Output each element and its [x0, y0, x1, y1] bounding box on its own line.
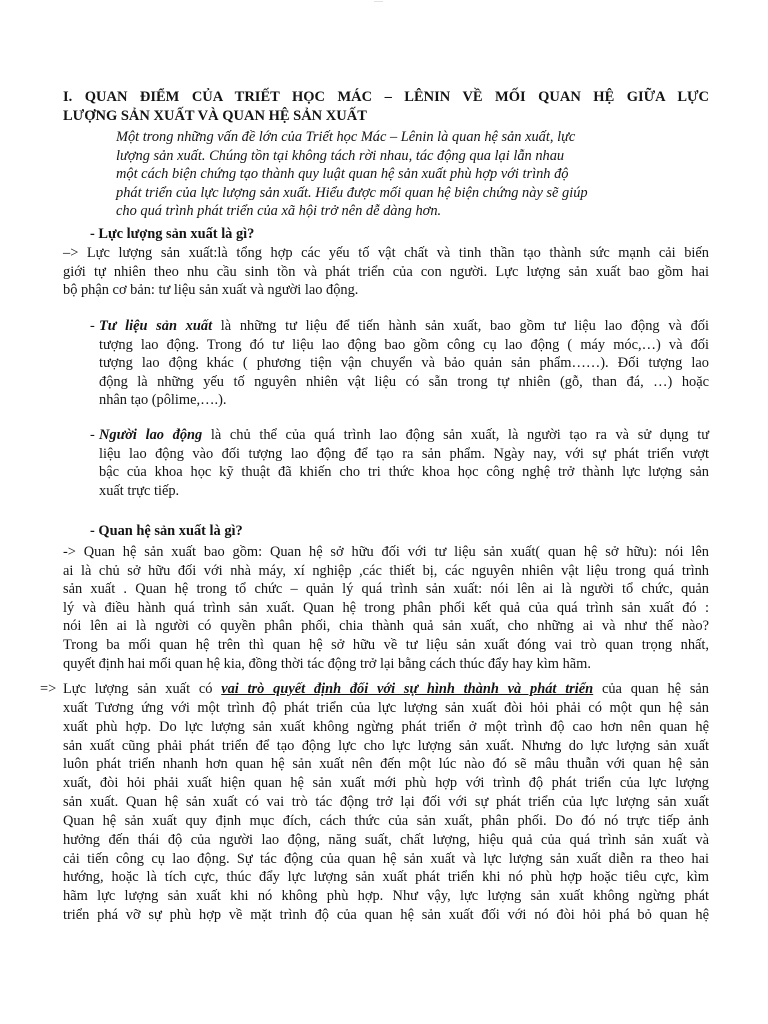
text-span: Lực lượng sản xuất có — [63, 681, 222, 697]
bullet-marker: - — [90, 427, 95, 443]
text-line: xuất Tương ứng với một trình độ phát triển của lực lượng sản xuất đòi hỏi phải có một qun hệ sản — [63, 699, 709, 716]
text-line — [63, 680, 709, 699]
text-line: lượng sản xuất. Chúng tồn tại không tách rời nhau, tác động qua lại lẫn nhau — [116, 147, 565, 164]
text-line: tượng lao động. Trong đó tư liệu lao động bao gồm công cụ lao động ( máy móc,…) và đối — [99, 336, 709, 353]
means-of-production-bullet — [99, 317, 709, 410]
text-line: động là những yếu tố nguyên nhiên vật liệu có sẵn trong tự nhiên (gỗ, than đá, …) hoặc — [99, 373, 709, 390]
text-line: Một trong những vấn đề lớn của Triết học Mác – Lênin là quan hệ sản xuất, lực — [116, 129, 576, 145]
bullet-marker: - — [90, 318, 95, 334]
text-line: sản xuất. Quan hệ sản xuất có vai trò tác động trở lại đối với sự phát triển của lực lượng sản xuất — [63, 794, 709, 811]
text-line: triển phá vỡ sự phù hợp về mặt trình độ của quan hệ sản xuất đối với nó đòi hỏi phá bỏ quan hệ — [63, 907, 709, 924]
laborer-bullet — [99, 426, 709, 500]
text-line: –> Lực lượng sản xuất:là tổng hợp các yếu tố vật chất và tinh thần tạo thành sức mạnh cải biến — [63, 245, 709, 261]
text-line: hãm lực lượng sản xuất khi nó không phù hợp. Như vậy, lực lượng sản xuất không ngừng phát — [63, 888, 709, 905]
text-line: sản xuất . Quan hệ trong tổ chức – quản lý quá trình sản xuất: nói lên ai là người tổ chức, quản — [63, 581, 709, 598]
text-line: Trong ba mối quan hệ trên thì quan hệ sở hữu về tư liệu sản xuất đóng vai trò quan trọng nhất, — [63, 636, 709, 653]
text-line: phát triển của lực lượng sản xuất. Hiểu được mối quan hệ biện chứng này sẽ giúp — [116, 184, 588, 201]
text-line: luôn phát triển nhanh hơn quan hệ sản xuất nên đến một lúc nào đó sẽ mâu thuẫn với quan hệ sản — [63, 756, 709, 773]
text-line: bộ phận cơ bản: tư liệu sản xuất và người lao động. — [63, 282, 359, 299]
text-line: -> Quan hệ sản xuất bao gồm: Quan hệ sở hữu đối với tư liệu sản xuất( quan hệ sở hữu): nói lên — [63, 544, 709, 560]
text-line: xuất trực tiếp. — [99, 482, 180, 499]
text-line: bậc của khoa học kỹ thuật đã khiến cho tri thức khoa học công nghệ trở thành lực lượng sản — [99, 464, 709, 481]
text-line: LƯỢNG SẢN XUẤT VÀ QUAN HỆ SẢN XUẤT — [63, 107, 367, 124]
conclusion-marker: => — [40, 681, 57, 697]
emphasis-text: vai trò quyết định đối với sự hình thành và phát triển — [221, 681, 594, 697]
intro-paragraph — [116, 128, 661, 221]
page-mark: — — [374, 0, 383, 6]
productive-forces-definition — [63, 244, 709, 300]
text-line: cho quá trình phát triển của xã hội trở nên dễ dàng hơn. — [116, 203, 442, 220]
text-line: ai là chủ sở hữu đối với nhà máy, xí nghiệp ,các thiết bị, các nguyên nhiên vật liệu trong quá trình — [63, 562, 709, 579]
text-span: là những tư liệu để tiến hành sản xuất, bao gồm tư liệu lao động và đối — [212, 318, 709, 334]
productive-forces-title: - Lực lượng sản xuất là gì? — [90, 226, 255, 242]
conclusion-paragraph — [63, 680, 709, 925]
relations-of-production-definition — [63, 543, 709, 673]
text-line: nói lên ai là người có quyền phân phối, chia thành quả sản xuất, cho những ai và như thế nào? — [63, 618, 709, 635]
text-line: cải tiến công cụ lao động. Sự tác động của quan hệ sản xuất và lực lượng sản xuất diễn ra theo hai — [63, 850, 709, 867]
term-text: Người lao động — [99, 427, 203, 443]
text-line: nhân tạo (pôlime,….). — [99, 392, 227, 409]
text-line — [99, 317, 709, 336]
text-line: giới tự nhiên theo nhu cầu sinh tồn và phát triển của con người. Lực lượng sản xuất bao gồm hai — [63, 263, 709, 280]
text-line: một cách biện chứng tạo thành quy luật quan hệ sản xuất phù hợp với trình độ — [116, 166, 569, 183]
text-line: xuất, đòi hỏi phải xuất hiện quan hệ sản xuất mới phù hợp với trình độ phát triển của lực lượng — [63, 775, 709, 792]
text-line — [99, 426, 709, 445]
text-line: lý và điều hành quá trình sản xuất. Quan hệ trong phân phối kết quả của quá trình sản xuất đó : — [63, 599, 709, 616]
text-line: hưởng đến thái độ của người lao động, năng suất, chất lượng, hiệu quả của quá trình sản xuất và — [63, 831, 709, 848]
text-line: xuất phù hợp. Do lực lượng sản xuất không ngừng phát triển ở một trình độ cao hơn nên quan hệ — [63, 718, 709, 735]
text-line: quyết định hai mối quan hệ kia, đồng thời tác động trở lại bằng cách thúc đẩy hay kìm hãm. — [63, 655, 591, 672]
text-line: sản xuất cũng phải phát triển để tạo động lực cho lực lượng sản xuất. Nhưng do lực lượng sản xuất — [63, 737, 709, 754]
text-line: liệu lao động vào đối tượng lao động để tạo ra sản phẩm. Ngày nay, với sự phát triển vượt — [99, 445, 709, 462]
term-text: Tư liệu sản xuất — [99, 318, 213, 334]
text-line: hướng, hoặc là tích cực, thúc đẩy lực lượng sản xuất phát triển khi nó phù hợp hoặc tiêu cực, kìm — [63, 869, 709, 886]
text-line: tượng lao động khác ( phương tiện vận chuyển và bảo quản sản phẩm……). Đối tượng lao — [99, 355, 709, 372]
text-line: Quan hệ sản xuất quy định mục đích, cách thức của sản xuất, phân phối. Do đó nó trực tiếp ảnh — [63, 812, 709, 829]
text-span: của quan hệ sản — [593, 681, 709, 697]
relations-of-production-title: - Quan hệ sản xuất là gì? — [90, 523, 243, 539]
section-heading — [63, 88, 709, 125]
text-span: là chủ thể của quá trình lao động sản xuất, là người tạo ra và sử dụng tư — [202, 427, 709, 443]
text-line: I. QUAN ĐIỂM CỦA TRIẾT HỌC MÁC – LÊNIN VỀ MỐI QUAN HỆ GIỮA LỰC — [63, 89, 709, 105]
